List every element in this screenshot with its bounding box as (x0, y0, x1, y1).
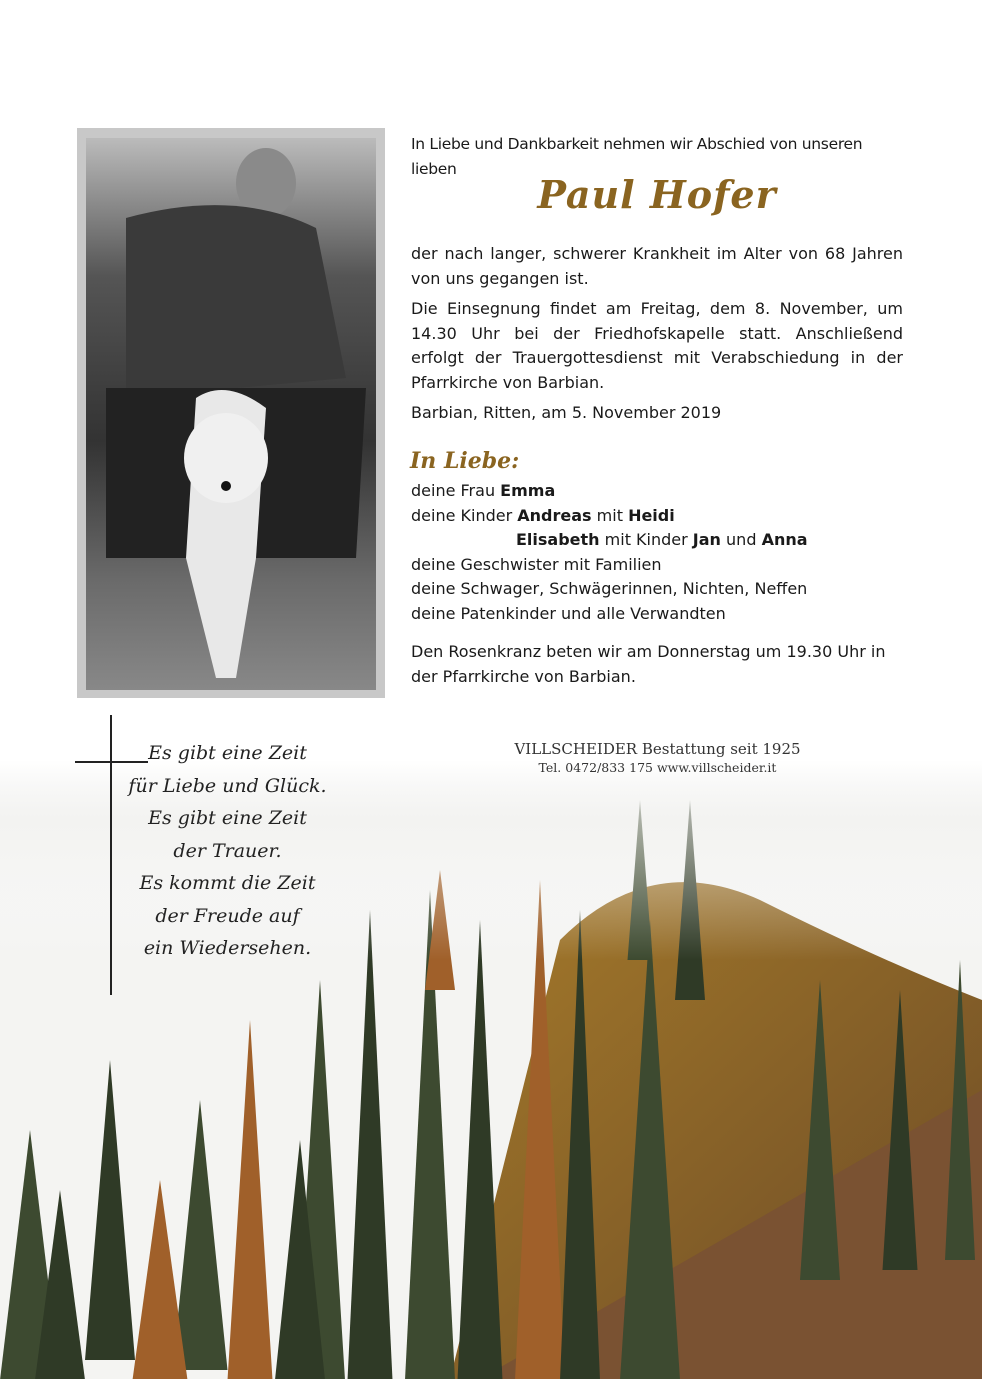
place-date: Barbian, Ritten, am 5. November 2019 (411, 403, 722, 422)
poem-line: ein Wiedersehen. (143, 937, 312, 959)
cross-icon (110, 715, 112, 995)
rosary-text: Den Rosenkranz beten wir am Donnerstag um 19.30 Uhr in der Pfarrkirche von Barbian. (411, 642, 886, 686)
in-love-heading: In Liebe: (410, 448, 520, 474)
family-line-in-laws: deine Schwager, Schwägerinnen, Nichten, Neffen (411, 579, 808, 598)
undertaker-name: VILLSCHEIDER (514, 740, 638, 758)
deceased-name: Paul Hofer (537, 172, 777, 217)
poem-line: Es gibt eine Zeit (148, 742, 307, 764)
undertaker-contact: Tel. 0472/833 175 www.villscheider.it (538, 760, 777, 775)
family-line-child2: Elisabeth mit Kinder Jan und Anna (516, 530, 808, 549)
poem-line: Es gibt eine Zeit (148, 807, 307, 829)
intro-text: In Liebe und Dankbarkeit nehmen wir Abschied von unseren lieben (411, 135, 863, 178)
portrait-photo-frame (77, 128, 385, 698)
poem (120, 737, 335, 965)
family-line-children: deine Kinder Andreas mit Heidi (411, 505, 675, 525)
family-line-wife: deine Frau Emma (411, 481, 556, 500)
poem-line: der Trauer. (173, 839, 282, 862)
undertaker-tagline: Bestattung seit 1925 (641, 740, 801, 758)
undertaker-info (480, 740, 835, 775)
death-notice-text: der nach langer, schwerer Krankheit im Alter von 68 Jahren von uns gegangen ist. (411, 244, 903, 288)
family-list (411, 479, 903, 626)
family-line-siblings: deine Geschwister mit Familien (411, 554, 662, 574)
portrait-photo (86, 138, 376, 690)
poem-line: Es kommt die Zeit (139, 872, 316, 894)
poem-line: der Freude auf (155, 904, 300, 927)
family-line-godchildren: deine Patenkinder und alle Verwandten (411, 603, 726, 623)
funeral-details-text: Die Einsegnung findet am Freitag, dem 8. November, um 14.30 Uhr bei der Friedhofskapelle statt. Anschließend erfolgt der Trauergottesdienst mit Verabschiedung in der Pfarrkirche von Barbian. (411, 299, 903, 392)
poem-line: für Liebe und Glück. (128, 774, 327, 797)
